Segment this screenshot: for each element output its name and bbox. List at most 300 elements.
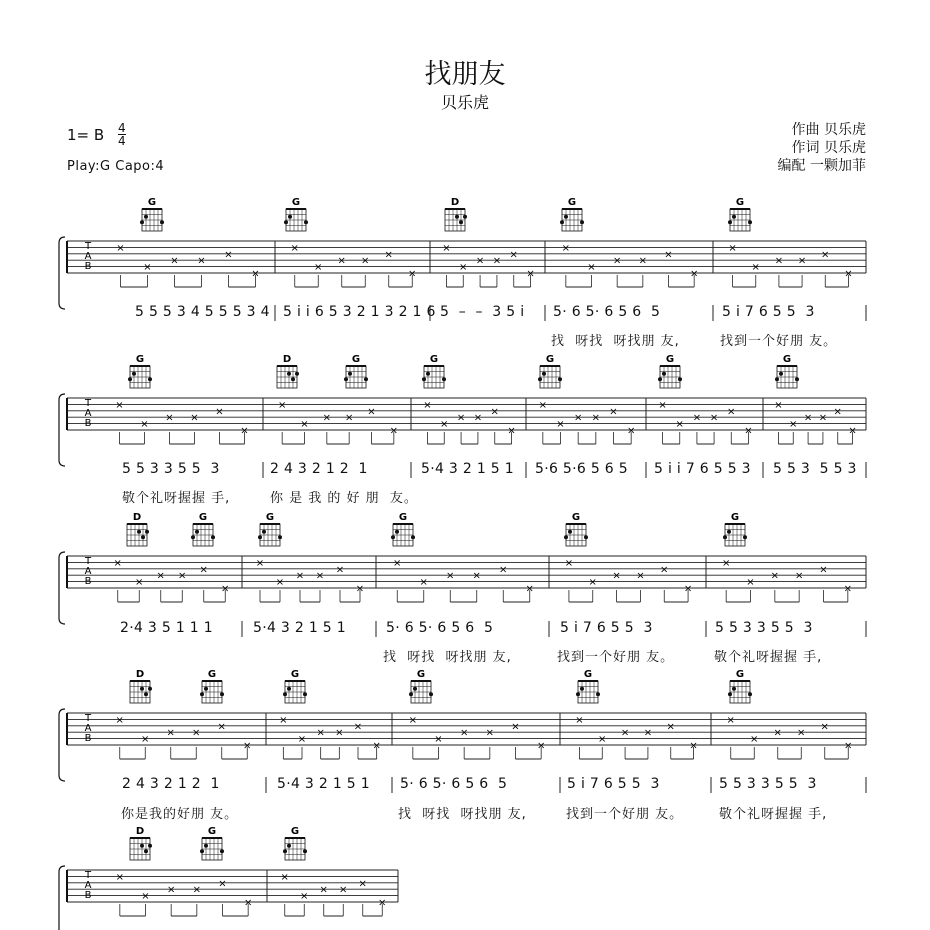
tab-note-mark: ×: [591, 412, 601, 424]
chord-name: G: [291, 197, 301, 208]
chord-name: G: [147, 197, 157, 208]
numbers-row-2-bar-2: 2 4 3 2 1 2 1: [270, 461, 368, 477]
chord-finger-dot: [160, 220, 164, 224]
chord-finger-dot: [429, 692, 433, 696]
tab-note-mark: ×: [820, 721, 829, 733]
tab-clef-letter: B: [84, 576, 92, 587]
key-signature: 1= B: [67, 126, 105, 144]
chord-finger-dot: [303, 849, 307, 853]
tab-note-mark: ×: [170, 255, 179, 267]
chord-finger-dot: [137, 530, 141, 534]
numbers-row-3-bar-3: 5· 6 5· 6 5 6 5: [386, 620, 494, 636]
tab-note-mark: ×: [666, 721, 675, 733]
tab-note-mark: ×: [750, 734, 759, 746]
tab-note-mark: ×: [116, 242, 125, 254]
chord-finger-dot: [391, 535, 395, 539]
lyrics-row-2-a: 敬个礼呀握握 手,: [122, 491, 231, 506]
tab-note-mark: ×: [135, 577, 144, 589]
chord-finger-dot: [283, 692, 287, 696]
chord-finger-dot: [732, 215, 736, 219]
chord-name: G: [665, 354, 675, 365]
tab-note-mark: ×: [300, 419, 309, 431]
chord-name: G: [207, 826, 217, 837]
tab-note-mark: ×: [344, 412, 354, 424]
chord-name: G: [782, 354, 792, 365]
chord-finger-dot: [538, 377, 542, 381]
tab-note-mark: ×: [243, 897, 253, 909]
chord-finger-dot: [148, 844, 152, 848]
tab-note-mark: ×: [689, 740, 698, 752]
tab-note-mark: ×: [113, 557, 122, 569]
tab-clef-letter: A: [84, 566, 92, 577]
tab-note-mark: ×: [337, 255, 346, 267]
tab-note-mark: ×: [789, 419, 798, 431]
tab-note-mark: ×: [643, 727, 653, 739]
chord-name: G: [398, 512, 408, 523]
tab-note-mark: ×: [638, 255, 648, 267]
artist-name: 贝乐虎: [440, 93, 489, 112]
chord-finger-dot: [748, 220, 752, 224]
tab-note-mark: ×: [683, 583, 693, 595]
chord-finger-dot: [795, 377, 799, 381]
lyrics-row-4-c: 找到一个好朋 友。: [566, 807, 684, 822]
chord-finger-dot: [148, 687, 152, 691]
tab-note-mark: ×: [536, 740, 546, 752]
tab-note-mark: ×: [556, 419, 565, 431]
numbers-row-2-bar-6: 5 5 3 5 5 3: [773, 461, 857, 477]
chord-finger-dot: [409, 692, 413, 696]
chord-name: D: [132, 512, 142, 523]
numbers-row-2-bar-4: 5·6 5·6 5 6 5: [535, 461, 628, 477]
tab-note-mark: ×: [819, 564, 828, 576]
chord-name: G: [571, 512, 581, 523]
tab-clef-letter: B: [84, 890, 92, 901]
tab-note-mark: ×: [355, 583, 365, 595]
tab-note-mark: ×: [419, 577, 428, 589]
chord-finger-dot: [140, 844, 144, 848]
tab-note-mark: ×: [166, 884, 176, 896]
tab-note-mark: ×: [295, 570, 305, 582]
numbers-row-1-bar-3: 5 – – 3 5 i: [440, 304, 525, 320]
tab-note-mark: ×: [692, 412, 702, 424]
tab-note-mark: ×: [335, 727, 344, 739]
chord-name: G: [567, 197, 577, 208]
tab-note-mark: ×: [770, 570, 780, 582]
tab-note-mark: ×: [279, 714, 288, 726]
chord-finger-dot: [200, 692, 204, 696]
chord-finger-dot: [211, 535, 215, 539]
tab-note-mark: ×: [192, 727, 201, 739]
tab-note-mark: ×: [277, 399, 287, 411]
system-bracket: [59, 237, 65, 309]
chord-finger-dot: [348, 372, 352, 376]
tab-note-mark: ×: [217, 721, 226, 733]
chord-finger-dot: [220, 849, 224, 853]
chord-finger-dot: [596, 692, 600, 696]
tab-note-mark: ×: [564, 557, 574, 569]
tab-clef-letter: A: [84, 723, 92, 734]
tab-note-mark: ×: [141, 734, 150, 746]
chord-finger-dot: [148, 377, 152, 381]
chord-finger-dot: [220, 692, 224, 696]
numbers-row-4-bar-1: 2 4 3 2 1 2 1: [122, 776, 220, 792]
chord-finger-dot: [743, 535, 747, 539]
tab-note-mark: ×: [726, 714, 735, 726]
chord-finger-dot: [542, 372, 546, 376]
chord-finger-dot: [580, 220, 584, 224]
tab-note-mark: ×: [844, 740, 853, 752]
tab-note-mark: ×: [833, 406, 842, 418]
tab-note-mark: ×: [315, 570, 325, 582]
chord-name: G: [416, 669, 426, 680]
tab-note-mark: ×: [215, 406, 224, 418]
chord-finger-dot: [304, 220, 308, 224]
tab-note-mark: ×: [727, 406, 736, 418]
chord-finger-dot: [295, 372, 299, 376]
credit-composer: 作曲 贝乐虎: [791, 122, 866, 138]
chord-name: G: [135, 354, 145, 365]
tab-note-mark: ×: [280, 871, 289, 883]
tab-note-mark: ×: [658, 399, 667, 411]
numbers-row-4-bar-3: 5· 6 5· 6 5 6 5: [400, 776, 508, 792]
chord-name: G: [290, 669, 300, 680]
credit-arranger: 编配 一颗加菲: [777, 158, 866, 174]
tab-note-mark: ×: [728, 242, 737, 254]
tab-note-mark: ×: [803, 412, 813, 424]
tab-note-mark: ×: [115, 399, 124, 411]
chord-finger-dot: [204, 687, 208, 691]
numbers-row-1-bar-4: 5· 6 5· 6 5 6 5: [553, 304, 661, 320]
tab-note-mark: ×: [620, 727, 630, 739]
chord-finger-dot: [411, 535, 415, 539]
tab-note-mark: ×: [316, 727, 325, 739]
chord-finger-dot: [344, 377, 348, 381]
tab-note-mark: ×: [361, 255, 370, 267]
tab-note-mark: ×: [353, 721, 363, 733]
chord-finger-dot: [287, 372, 291, 376]
system-bracket: [59, 552, 65, 624]
chord-finger-dot: [395, 530, 399, 534]
tab-note-mark: ×: [389, 425, 399, 437]
tab-note-mark: ×: [526, 268, 535, 280]
chord-finger-dot: [662, 372, 666, 376]
time-signature-top: 4: [118, 121, 126, 135]
tab-note-mark: ×: [575, 714, 584, 726]
tab-note-mark: ×: [664, 249, 673, 261]
lyrics-row-2-b: 你 是 我 的 好 朋 友。: [270, 491, 418, 506]
tab-note-mark: ×: [525, 583, 534, 595]
tab-note-mark: ×: [774, 399, 783, 411]
system-bracket: [59, 866, 65, 930]
chord-name: G: [735, 669, 745, 680]
tab-note-mark: ×: [774, 255, 784, 267]
chord-finger-dot: [775, 377, 779, 381]
numbers-row-1-bar-5: 5 i 7 6 5 5 3: [722, 304, 815, 320]
tab-note-mark: ×: [408, 714, 418, 726]
tab-note-mark: ×: [588, 577, 597, 589]
chord-name: G: [290, 826, 300, 837]
tab-note-mark: ×: [275, 577, 285, 589]
chord-name: G: [207, 669, 217, 680]
tab-note-mark: ×: [561, 242, 571, 254]
chord-finger-dot: [262, 530, 266, 534]
tab-note-mark: ×: [297, 734, 307, 746]
chord-finger-dot: [723, 535, 727, 539]
chord-name: G: [545, 354, 555, 365]
tab-note-mark: ×: [442, 242, 451, 254]
numbers-row-1-bar-1: 5 5 5 3 4 5 5 5 3 4: [135, 304, 270, 320]
chord-name: G: [730, 512, 740, 523]
chord-finger-dot: [442, 377, 446, 381]
chord-finger-dot: [191, 535, 195, 539]
tab-note-mark: ×: [818, 412, 828, 424]
numbers-row-4-bar-4: 5 i 7 6 5 5 3: [567, 776, 660, 792]
tab-note-mark: ×: [538, 399, 548, 411]
tab-clef-letter: T: [84, 398, 92, 409]
tab-note-mark: ×: [636, 570, 645, 582]
tab-note-mark: ×: [115, 871, 125, 883]
tab-note-mark: ×: [492, 255, 502, 267]
chord-finger-dot: [287, 844, 291, 848]
tab-note-mark: ×: [367, 406, 376, 418]
tab-note-mark: ×: [339, 884, 348, 896]
tab-note-mark: ×: [165, 412, 174, 424]
tab-note-mark: ×: [797, 255, 807, 267]
numbers-row-3-bar-4: 5 i 7 6 5 5 3: [560, 620, 653, 636]
chord-finger-dot: [278, 535, 282, 539]
chord-finger-dot: [291, 377, 295, 381]
numbers-row-2-bar-3: 5·4 3 2 1 5 1: [421, 461, 514, 477]
tab-note-mark: ×: [372, 740, 381, 752]
chord-finger-dot: [779, 372, 783, 376]
tab-note-mark: ×: [794, 570, 804, 582]
tab-note-mark: ×: [446, 570, 455, 582]
tab-note-mark: ×: [573, 412, 583, 424]
chord-finger-dot: [463, 215, 467, 219]
tab-note-mark: ×: [844, 268, 853, 280]
tab-note-mark: ×: [335, 564, 345, 576]
chord-finger-dot: [132, 372, 136, 376]
tab-note-mark: ×: [384, 249, 393, 261]
lyrics-row-1-a: 找 呀找 呀找朋 友,: [551, 334, 680, 349]
numbers-row-3-bar-2: 5·4 3 2 1 5 1: [253, 620, 346, 636]
tab-note-mark: ×: [141, 891, 150, 903]
tab-note-mark: ×: [499, 564, 508, 576]
chord-name: D: [450, 197, 460, 208]
tab-note-mark: ×: [197, 255, 206, 267]
chord-finger-dot: [580, 687, 584, 691]
tab-note-mark: ×: [459, 262, 468, 274]
tab-note-mark: ×: [358, 878, 367, 890]
tab-note-mark: ×: [143, 262, 152, 274]
tab-clef-letter: B: [84, 418, 92, 429]
tab-note-mark: ×: [473, 412, 483, 424]
chord-name: G: [351, 354, 361, 365]
tab-note-mark: ×: [393, 557, 402, 569]
chord-finger-dot: [195, 530, 199, 534]
tab-note-mark: ×: [612, 570, 621, 582]
chord-finger-dot: [144, 849, 148, 853]
chord-finger-dot: [732, 687, 736, 691]
tab-note-mark: ×: [251, 268, 260, 280]
tab-note-mark: ×: [378, 897, 387, 909]
tab-note-mark: ×: [746, 577, 755, 589]
tab-note-mark: ×: [660, 564, 669, 576]
chord-finger-dot: [364, 377, 368, 381]
chord-finger-dot: [288, 215, 292, 219]
tab-note-mark: ×: [240, 425, 249, 437]
tab-note-mark: ×: [626, 425, 636, 437]
tab-note-mark: ×: [243, 740, 252, 752]
tab-note-mark: ×: [224, 249, 233, 261]
chord-finger-dot: [678, 377, 682, 381]
tab-note-mark: ×: [140, 419, 149, 431]
chord-finger-dot: [728, 220, 732, 224]
chord-finger-dot: [455, 215, 459, 219]
chord-finger-dot: [564, 535, 568, 539]
tab-note-mark: ×: [440, 419, 449, 431]
tab-note-mark: ×: [434, 734, 443, 746]
tab-note-mark: ×: [598, 734, 607, 746]
chord-finger-dot: [564, 215, 568, 219]
chord-name: G: [429, 354, 439, 365]
tab-note-mark: ×: [709, 412, 719, 424]
tab-clef-letter: T: [84, 241, 92, 252]
chord-finger-dot: [727, 530, 731, 534]
chord-name: G: [583, 669, 593, 680]
tab-clef-letter: A: [84, 408, 92, 419]
tab-note-mark: ×: [166, 727, 175, 739]
lyrics-row-4-a: 你是我的好朋 友。: [121, 807, 239, 822]
tab-note-mark: ×: [751, 262, 760, 274]
tab-clef-letter: A: [84, 880, 92, 891]
chord-finger-dot: [287, 687, 291, 691]
numbers-row-3-bar-5: 5 5 3 3 5 5 3: [715, 620, 813, 636]
time-signature-bottom: 4: [118, 134, 126, 148]
tab-note-mark: ×: [218, 878, 227, 890]
chord-finger-dot: [284, 220, 288, 224]
tab-note-mark: ×: [689, 268, 699, 280]
chord-finger-dot: [413, 687, 417, 691]
chord-name: D: [135, 826, 145, 837]
tab-note-mark: ×: [290, 242, 299, 254]
chord-finger-dot: [658, 377, 662, 381]
chord-finger-dot: [748, 692, 752, 696]
tab-note-mark: ×: [319, 884, 328, 896]
tab-note-mark: ×: [459, 727, 469, 739]
chord-name: G: [198, 512, 208, 523]
system-bracket: [59, 394, 65, 466]
tab-note-mark: ×: [675, 419, 684, 431]
tab-note-mark: ×: [199, 564, 208, 576]
tab-note-mark: ×: [721, 557, 731, 569]
song-title: 找朋友: [424, 59, 506, 90]
chord-finger-dot: [576, 692, 580, 696]
tab-note-mark: ×: [509, 249, 518, 261]
numbers-row-2-bar-1: 5 5 3 3 5 5 3: [122, 461, 220, 477]
chord-finger-dot: [144, 215, 148, 219]
tab-note-mark: ×: [507, 425, 516, 437]
tab-note-mark: ×: [221, 583, 230, 595]
play-capo-info: Play:G Capo:4: [67, 159, 165, 174]
tab-note-mark: ×: [456, 412, 466, 424]
chord-name: G: [735, 197, 745, 208]
chord-finger-dot: [422, 377, 426, 381]
tab-note-mark: ×: [472, 570, 481, 582]
tab-note-mark: ×: [744, 425, 753, 437]
lyrics-row-3-b: 找到一个好朋 友。: [557, 650, 675, 665]
tab-clef-letter: T: [84, 556, 92, 567]
numbers-row-1-bar-2: 5 i i 6 5 3 2 1 3 2 1 6: [283, 304, 436, 320]
lyrics-row-3-a: 找 呀找 呀找朋 友,: [383, 650, 512, 665]
tab-note-mark: ×: [314, 262, 323, 274]
tab-note-mark: ×: [843, 583, 853, 595]
chord-finger-dot: [568, 530, 572, 534]
tab-note-mark: ×: [609, 406, 618, 418]
chord-name: G: [265, 512, 275, 523]
numbers-row-2-bar-5: 5 i i 7 6 5 5 3: [654, 461, 751, 477]
chord-finger-dot: [560, 220, 564, 224]
tab-clef-letter: T: [84, 870, 92, 881]
chord-finger-dot: [558, 377, 562, 381]
tab-clef-letter: A: [84, 251, 92, 262]
tab-note-mark: ×: [475, 255, 485, 267]
tab-note-mark: ×: [848, 425, 857, 437]
system-bracket: [59, 709, 65, 781]
chord-finger-dot: [140, 220, 144, 224]
lyrics-row-1-b: 找到一个好朋 友。: [720, 334, 838, 349]
chord-finger-dot: [144, 692, 148, 696]
tab-note-mark: ×: [511, 721, 520, 733]
tab-note-mark: ×: [156, 570, 165, 582]
credit-lyricist: 作词 贝乐虎: [791, 140, 866, 156]
chord-finger-dot: [145, 530, 149, 534]
numbers-row-4-bar-5: 5 5 3 3 5 5 3: [719, 776, 817, 792]
tab-note-mark: ×: [190, 412, 199, 424]
chord-finger-dot: [200, 849, 204, 853]
tab-note-mark: ×: [408, 268, 417, 280]
tab-note-mark: ×: [490, 406, 499, 418]
tab-note-mark: ×: [423, 399, 432, 411]
tab-note-mark: ×: [115, 714, 124, 726]
chord-finger-dot: [584, 535, 588, 539]
tab-note-mark: ×: [322, 412, 332, 424]
tab-note-mark: ×: [300, 891, 309, 903]
tab-note-mark: ×: [821, 249, 830, 261]
tab-note-mark: ×: [485, 727, 495, 739]
chord-finger-dot: [141, 535, 145, 539]
lyrics-row-4-b: 找 呀找 呀找朋 友,: [398, 807, 527, 822]
chord-name: D: [135, 669, 145, 680]
lyrics-row-4-d: 敬个礼呀握握 手,: [719, 807, 828, 822]
chord-finger-dot: [140, 687, 144, 691]
chord-finger-dot: [258, 535, 262, 539]
chord-finger-dot: [283, 849, 287, 853]
lyrics-row-3-c: 敬个礼呀握握 手,: [714, 650, 823, 665]
numbers-row-3-bar-1: 2·4 3 5 1 1 1: [120, 620, 213, 636]
chord-finger-dot: [204, 844, 208, 848]
chord-name: D: [282, 354, 292, 365]
tab-note-mark: ×: [255, 557, 265, 569]
chord-finger-dot: [459, 220, 463, 224]
tab-note-mark: ×: [773, 727, 782, 739]
tab-note-mark: ×: [178, 570, 187, 582]
tab-note-mark: ×: [192, 884, 202, 896]
tab-clef-letter: B: [84, 261, 92, 272]
chord-finger-dot: [128, 377, 132, 381]
chord-finger-dot: [728, 692, 732, 696]
chord-finger-dot: [303, 692, 307, 696]
